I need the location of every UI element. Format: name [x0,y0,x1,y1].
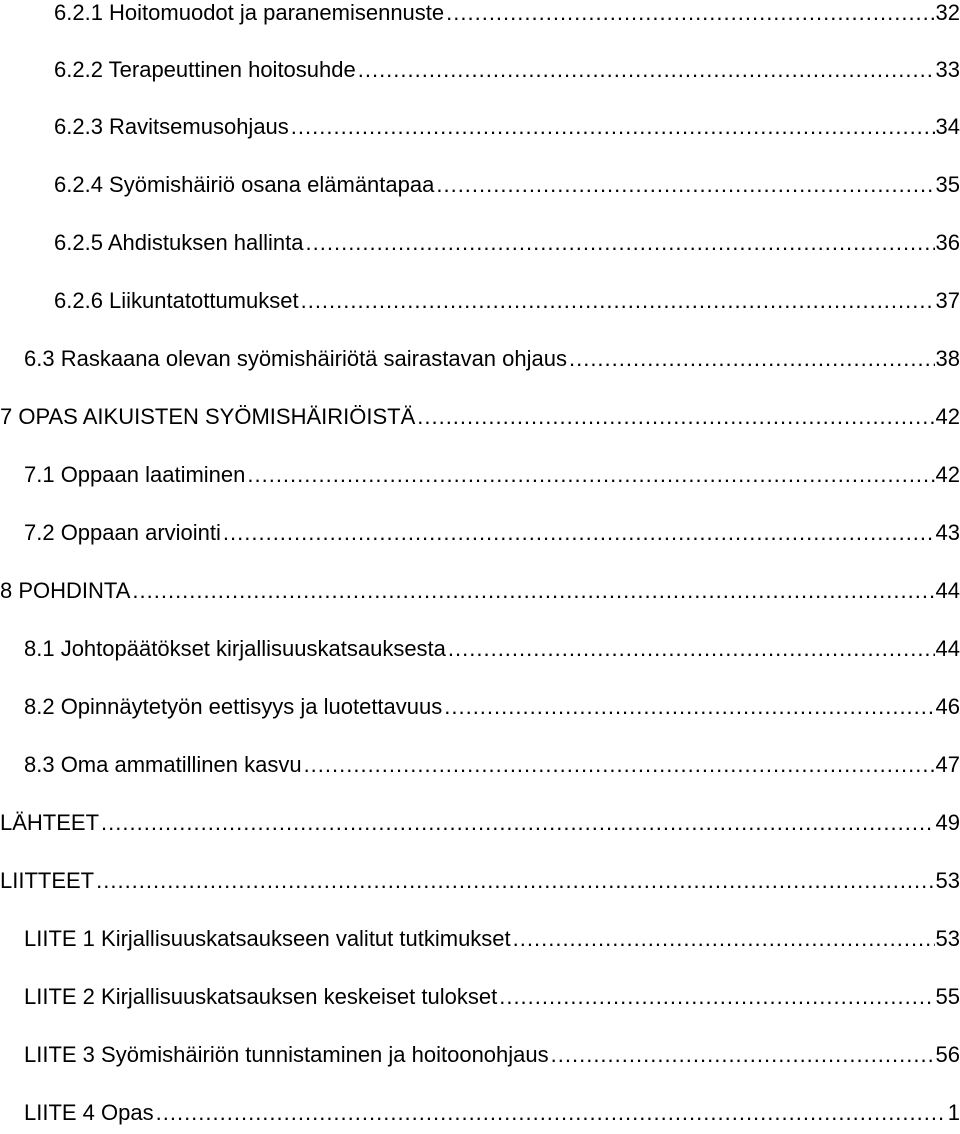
toc-dot-leader [247,460,934,490]
toc-dot-leader [156,1098,947,1128]
toc-page-number: 32 [935,0,960,25]
toc-page-number: 42 [935,462,960,487]
toc-entry-8-3[interactable] [24,750,960,780]
toc-dot-leader [291,112,935,142]
toc-entry-7-1[interactable] [24,460,960,490]
toc-entry-label: LIITTEET [0,868,95,893]
toc-dot-leader [223,518,935,548]
toc-entry-liite-4[interactable] [24,1098,960,1128]
toc-dot-leader [444,692,934,722]
toc-page-number: 1 [947,1100,960,1125]
toc-dot-leader [551,1040,935,1070]
toc-page-number: 42 [935,404,960,429]
toc-entry-label: 7.2 Oppaan arviointi [24,520,221,545]
toc-entry-liite-1[interactable] [24,924,960,954]
toc-dot-leader [446,0,934,28]
toc-entry-label: 8 POHDINTA [0,578,131,603]
toc-page-number: 49 [935,810,960,835]
toc-entry-label: 6.3 Raskaana olevan syömishäiriötä sairastavan ohjaus [24,346,567,371]
toc-entry-label: 8.1 Johtopäätökset kirjallisuuskatsauksesta [24,636,446,661]
toc-page-number: 38 [935,346,960,371]
toc-entry-label: 8.2 Opinnäytetyön eettisyys ja luotettavuus [24,694,443,719]
toc-entry-label: LIITE 1 Kirjallisuuskatsaukseen valitut tutkimukset [24,926,511,951]
toc-dot-leader [132,576,934,606]
toc-dot-leader [96,866,934,896]
toc-dot-leader [358,55,935,85]
toc-entry-6-2-5[interactable] [54,228,960,258]
toc-dot-leader [301,286,935,316]
toc-entry-liite-3[interactable] [24,1040,960,1070]
toc-dot-leader [306,228,935,258]
toc-entry-6-2-2[interactable] [54,55,960,85]
toc-dot-leader [499,982,934,1012]
toc-entry-lahteet[interactable] [0,808,960,838]
toc-entry-7-2[interactable] [24,518,960,548]
toc-page-number: 44 [935,636,960,661]
toc-entry-liite-2[interactable] [24,982,960,1012]
toc-entry-label: 7 OPAS AIKUISTEN SYÖMISHÄIRIÖISTÄ [0,404,416,429]
toc-dot-leader [436,170,934,200]
toc-dot-leader [569,344,935,374]
toc-entry-label: LIITE 4 Opas [24,1100,154,1125]
toc-entry-8[interactable] [0,576,960,606]
toc-entry-8-2[interactable] [24,692,960,722]
toc-page-number: 44 [935,578,960,603]
toc-page-number: 37 [935,288,960,313]
toc-entry-label: 6.2.5 Ahdistuksen hallinta [54,230,304,255]
toc-dot-leader [417,402,934,432]
toc-page-number: 46 [935,694,960,719]
toc-page-number: 43 [935,520,960,545]
toc-dot-leader [304,750,935,780]
toc-page-number: 33 [935,57,960,82]
toc-entry-8-1[interactable] [24,634,960,664]
toc-dot-leader [448,634,935,664]
toc-entry-7[interactable] [0,402,960,432]
toc-dot-leader [101,808,934,838]
toc-entry-6-2-1[interactable] [54,0,960,28]
toc-entry-6-2-6[interactable] [54,286,960,316]
toc-entry-label: 8.3 Oma ammatillinen kasvu [24,752,302,777]
toc-page-number: 35 [935,172,960,197]
toc-entry-label: 6.2.3 Ravitsemusohjaus [54,114,289,139]
toc-entry-6-3[interactable] [24,344,960,374]
toc-entry-label: 6.2.2 Terapeuttinen hoitosuhde [54,57,356,82]
toc-entry-6-2-3[interactable] [54,112,960,142]
toc-page-number: 53 [935,926,960,951]
toc-entry-label: 6.2.1 Hoitomuodot ja paranemisennuste [54,0,445,25]
toc-dot-leader [513,924,935,954]
toc-entry-liitteet[interactable] [0,866,960,896]
toc-page-number: 34 [935,114,960,139]
toc-entry-label: LIITE 2 Kirjallisuuskatsauksen keskeiset tulokset [24,984,498,1009]
toc-page-number: 36 [935,230,960,255]
toc-entry-label: 6.2.6 Liikuntatottumukset [54,288,299,313]
toc-page-number: 53 [935,868,960,893]
toc-page-number: 55 [935,984,960,1009]
toc-entry-label: LIITE 3 Syömishäiriön tunnistaminen ja hoitoonohjaus [24,1042,549,1067]
toc-entry-label: 6.2.4 Syömishäiriö osana elämäntapaa [54,172,435,197]
toc-entry-6-2-4[interactable] [54,170,960,200]
toc-entry-label: LÄHTEET [0,810,100,835]
toc-entry-label: 7.1 Oppaan laatiminen [24,462,246,487]
toc-page-number: 56 [935,1042,960,1067]
toc-page-number: 47 [935,752,960,777]
